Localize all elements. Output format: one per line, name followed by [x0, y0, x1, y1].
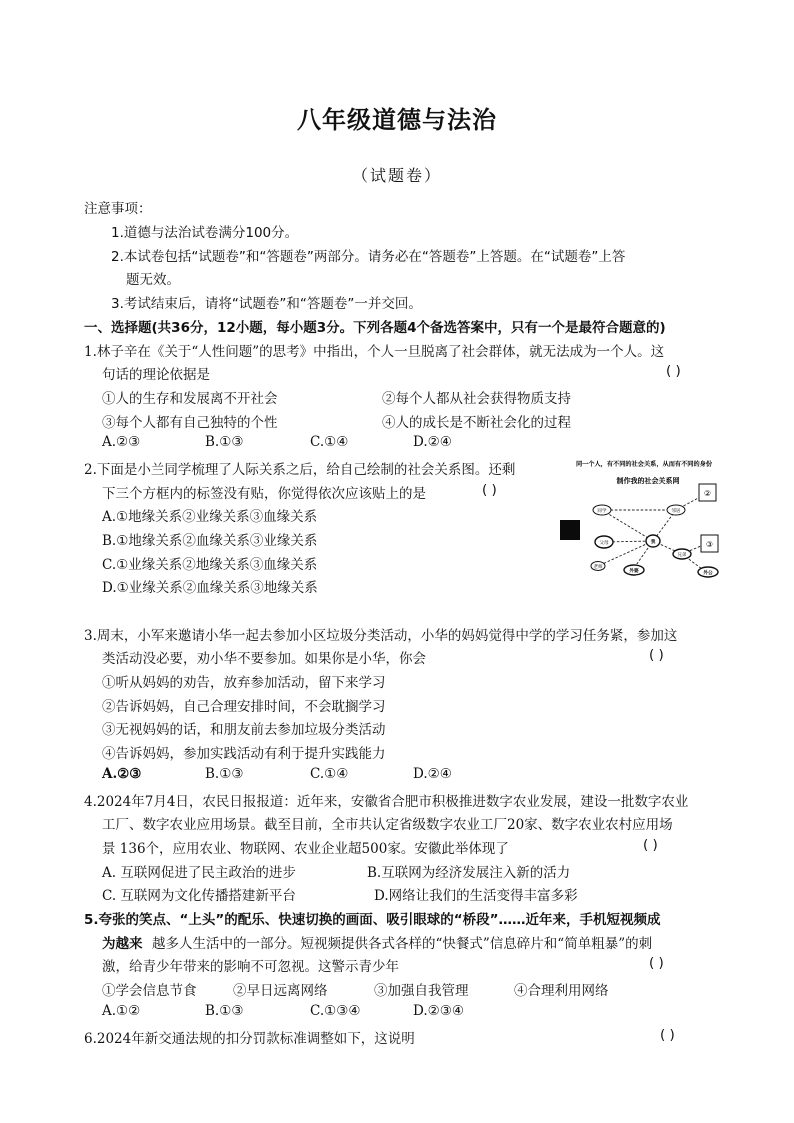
question-3-stem: 3.周末，小军来邀请小华一起去参加小区垃圾分类活动，小华的妈妈觉得中学的学习任务紧，参加这 — [84, 628, 678, 644]
node-brother: 兄弟 — [677, 553, 687, 558]
choice-d: D.②④ — [413, 434, 452, 450]
note-item: 1.道德与法治试卷满分100分。 — [111, 225, 299, 241]
choice-b: B.①③ — [205, 434, 244, 450]
choice-d: D.②③④ — [413, 1003, 464, 1019]
choice-c: C.①④ — [310, 766, 349, 782]
choice-c: C.①业缘关系②地缘关系③血缘关系 — [102, 557, 318, 573]
choice-c: C.①③④ — [310, 1003, 361, 1019]
section-heading: 一、选择题(共36分，12小题，每小题3分。下列各题4个备选答案中，只有一个是最符合题意的) — [84, 320, 666, 336]
question-2-stem: 2.下面是小兰同学梳理了人际关系之后，给自己绘制的社会关系图。还剩 — [84, 462, 516, 478]
choice-a: A.②③ — [102, 766, 142, 782]
node-me: 我 — [650, 540, 656, 545]
diagram-caption: 同一个人，有不同的社会关系，从而有不同的身份 — [575, 461, 713, 468]
node-paternal: 外公 — [703, 571, 713, 576]
option-item: ③每个人都有自己独特的个性 — [102, 415, 278, 431]
choice-d: D.①业缘关系②血缘关系③地缘关系 — [102, 580, 318, 596]
label-box-3-text: ③ — [705, 540, 714, 549]
label-box-2-text: ② — [703, 489, 712, 498]
label-box-1 — [560, 520, 580, 540]
option-item: ②每个人都从社会获得物质支持 — [382, 391, 571, 407]
node-maternal: 外婆 — [629, 569, 639, 574]
answer-blank: ( ) — [649, 955, 664, 971]
choice-b: B.①地缘关系②血缘关系③业缘关系 — [102, 533, 318, 549]
page-title: 八年级道德与法治 — [297, 106, 497, 134]
option-item: ④人的成长是不断社会化的过程 — [382, 415, 571, 431]
node-neighbor: 邻居 — [671, 509, 681, 514]
question-5-stem: 为越来 — [102, 936, 143, 952]
question-3-stem: 类活动没必要，劝小华不要参加。如果你是小华，你会 — [102, 651, 426, 667]
option-item: ②告诉妈妈，自己合理安排时间，不会耽搁学习 — [102, 699, 386, 715]
choice-c: C.①④ — [310, 434, 349, 450]
choice-c: C. 互联网为文化传播搭建新平台 — [102, 888, 296, 904]
question-6-stem: 6.2024年新交通法规的扣分罚款标准调整如下，这说明 — [84, 1031, 415, 1047]
question-5-stem: 激，给青少年带来的影响不可忽视。这警示青少年 — [102, 959, 399, 975]
answer-blank: ( ) — [649, 647, 664, 663]
option-item: ①听从妈妈的劝告，放弃参加活动，留下来学习 — [102, 675, 386, 691]
note-item: 3.考试结束后，请将“试题卷”和“答题卷”一并交回。 — [111, 296, 422, 312]
answer-blank: ( ) — [643, 837, 658, 853]
option-item: ②早日远离网络 — [233, 983, 328, 999]
option-item: ①学会信息节食 — [102, 983, 197, 999]
option-item: ③无视妈妈的话，和朋友前去参加垃圾分类活动 — [102, 722, 386, 738]
choice-d: D.网络让我们的生活变得丰富多彩 — [374, 888, 578, 904]
note-item: 题无效。 — [126, 272, 180, 288]
question-1-stem: 1.林子辛在《关于“人性问题”的思考》中指出，个人一旦脱离了社会群体，就无法成为一个人。这 — [84, 344, 665, 360]
question-4-stem: 工厂、数字农业应用场景。截至目前，全市共认定省级数字农业工厂20家、数字农业农村应用场 — [102, 817, 673, 833]
choice-b: B.①③ — [205, 1003, 244, 1019]
question-4-stem: 景 136个，应用农业、物联网、农业企业超500家。安徽此举体现了 — [102, 841, 509, 857]
note-item: 2.本试卷包括“试题卷”和“答题卷”两部分。请务必在“答题卷”上答题。在“试题卷”上答 — [111, 249, 626, 265]
choice-b: B.①③ — [205, 766, 244, 782]
option-item: ①人的生存和发展离不开社会 — [102, 391, 278, 407]
answer-blank: ( ) — [660, 1027, 675, 1043]
question-5-stem: 5.夸张的笑点、“上头”的配乐、快速切换的画面、吸引眼球的“桥段”……近年来，手机短视频成 — [84, 912, 661, 928]
option-item: ④告诉妈妈，参加实践活动有利于提升实践能力 — [102, 746, 386, 762]
answer-blank: ( ) — [482, 482, 497, 498]
choice-a: A.②③ — [102, 434, 141, 450]
choice-b: B.互联网为经济发展注入新的活力 — [367, 865, 571, 881]
option-item: ④合理利用网络 — [514, 983, 609, 999]
diagram-caption: 制作我的社会关系网 — [616, 477, 680, 485]
question-4-stem: 4.2024年7月4日，农民日报报道：近年来，安徽省合肥市积极推进数字农业发展，建设一批数字农业 — [84, 794, 689, 810]
question-1-stem: 句话的理论依据是 — [102, 367, 210, 383]
question-5-stem: 越多人生活中的一部分。短视频提供各式各样的“快餐式”信息碎片和“简单粗暴”的刺 — [152, 936, 653, 952]
node-classmate: 同学 — [597, 509, 607, 514]
question-2-stem: 下三个方框内的标签没有贴，你觉得依次应该贴上的是 — [102, 486, 426, 502]
page-subtitle: （试题卷） — [351, 166, 442, 185]
node-parents: 父母 — [599, 541, 609, 546]
node-teacher: 老师 — [593, 565, 603, 570]
choice-a: A.①地缘关系②业缘关系③血缘关系 — [102, 509, 318, 525]
notes-heading: 注意事项： — [84, 201, 152, 217]
choice-a: A.①② — [102, 1003, 141, 1019]
answer-blank: ( ) — [666, 363, 681, 379]
social-relations-diagram — [556, 458, 732, 582]
choice-d: D.②④ — [413, 766, 452, 782]
option-item: ③加强自我管理 — [374, 983, 469, 999]
choice-a: A. 互联网促进了民主政治的进步 — [102, 865, 296, 881]
